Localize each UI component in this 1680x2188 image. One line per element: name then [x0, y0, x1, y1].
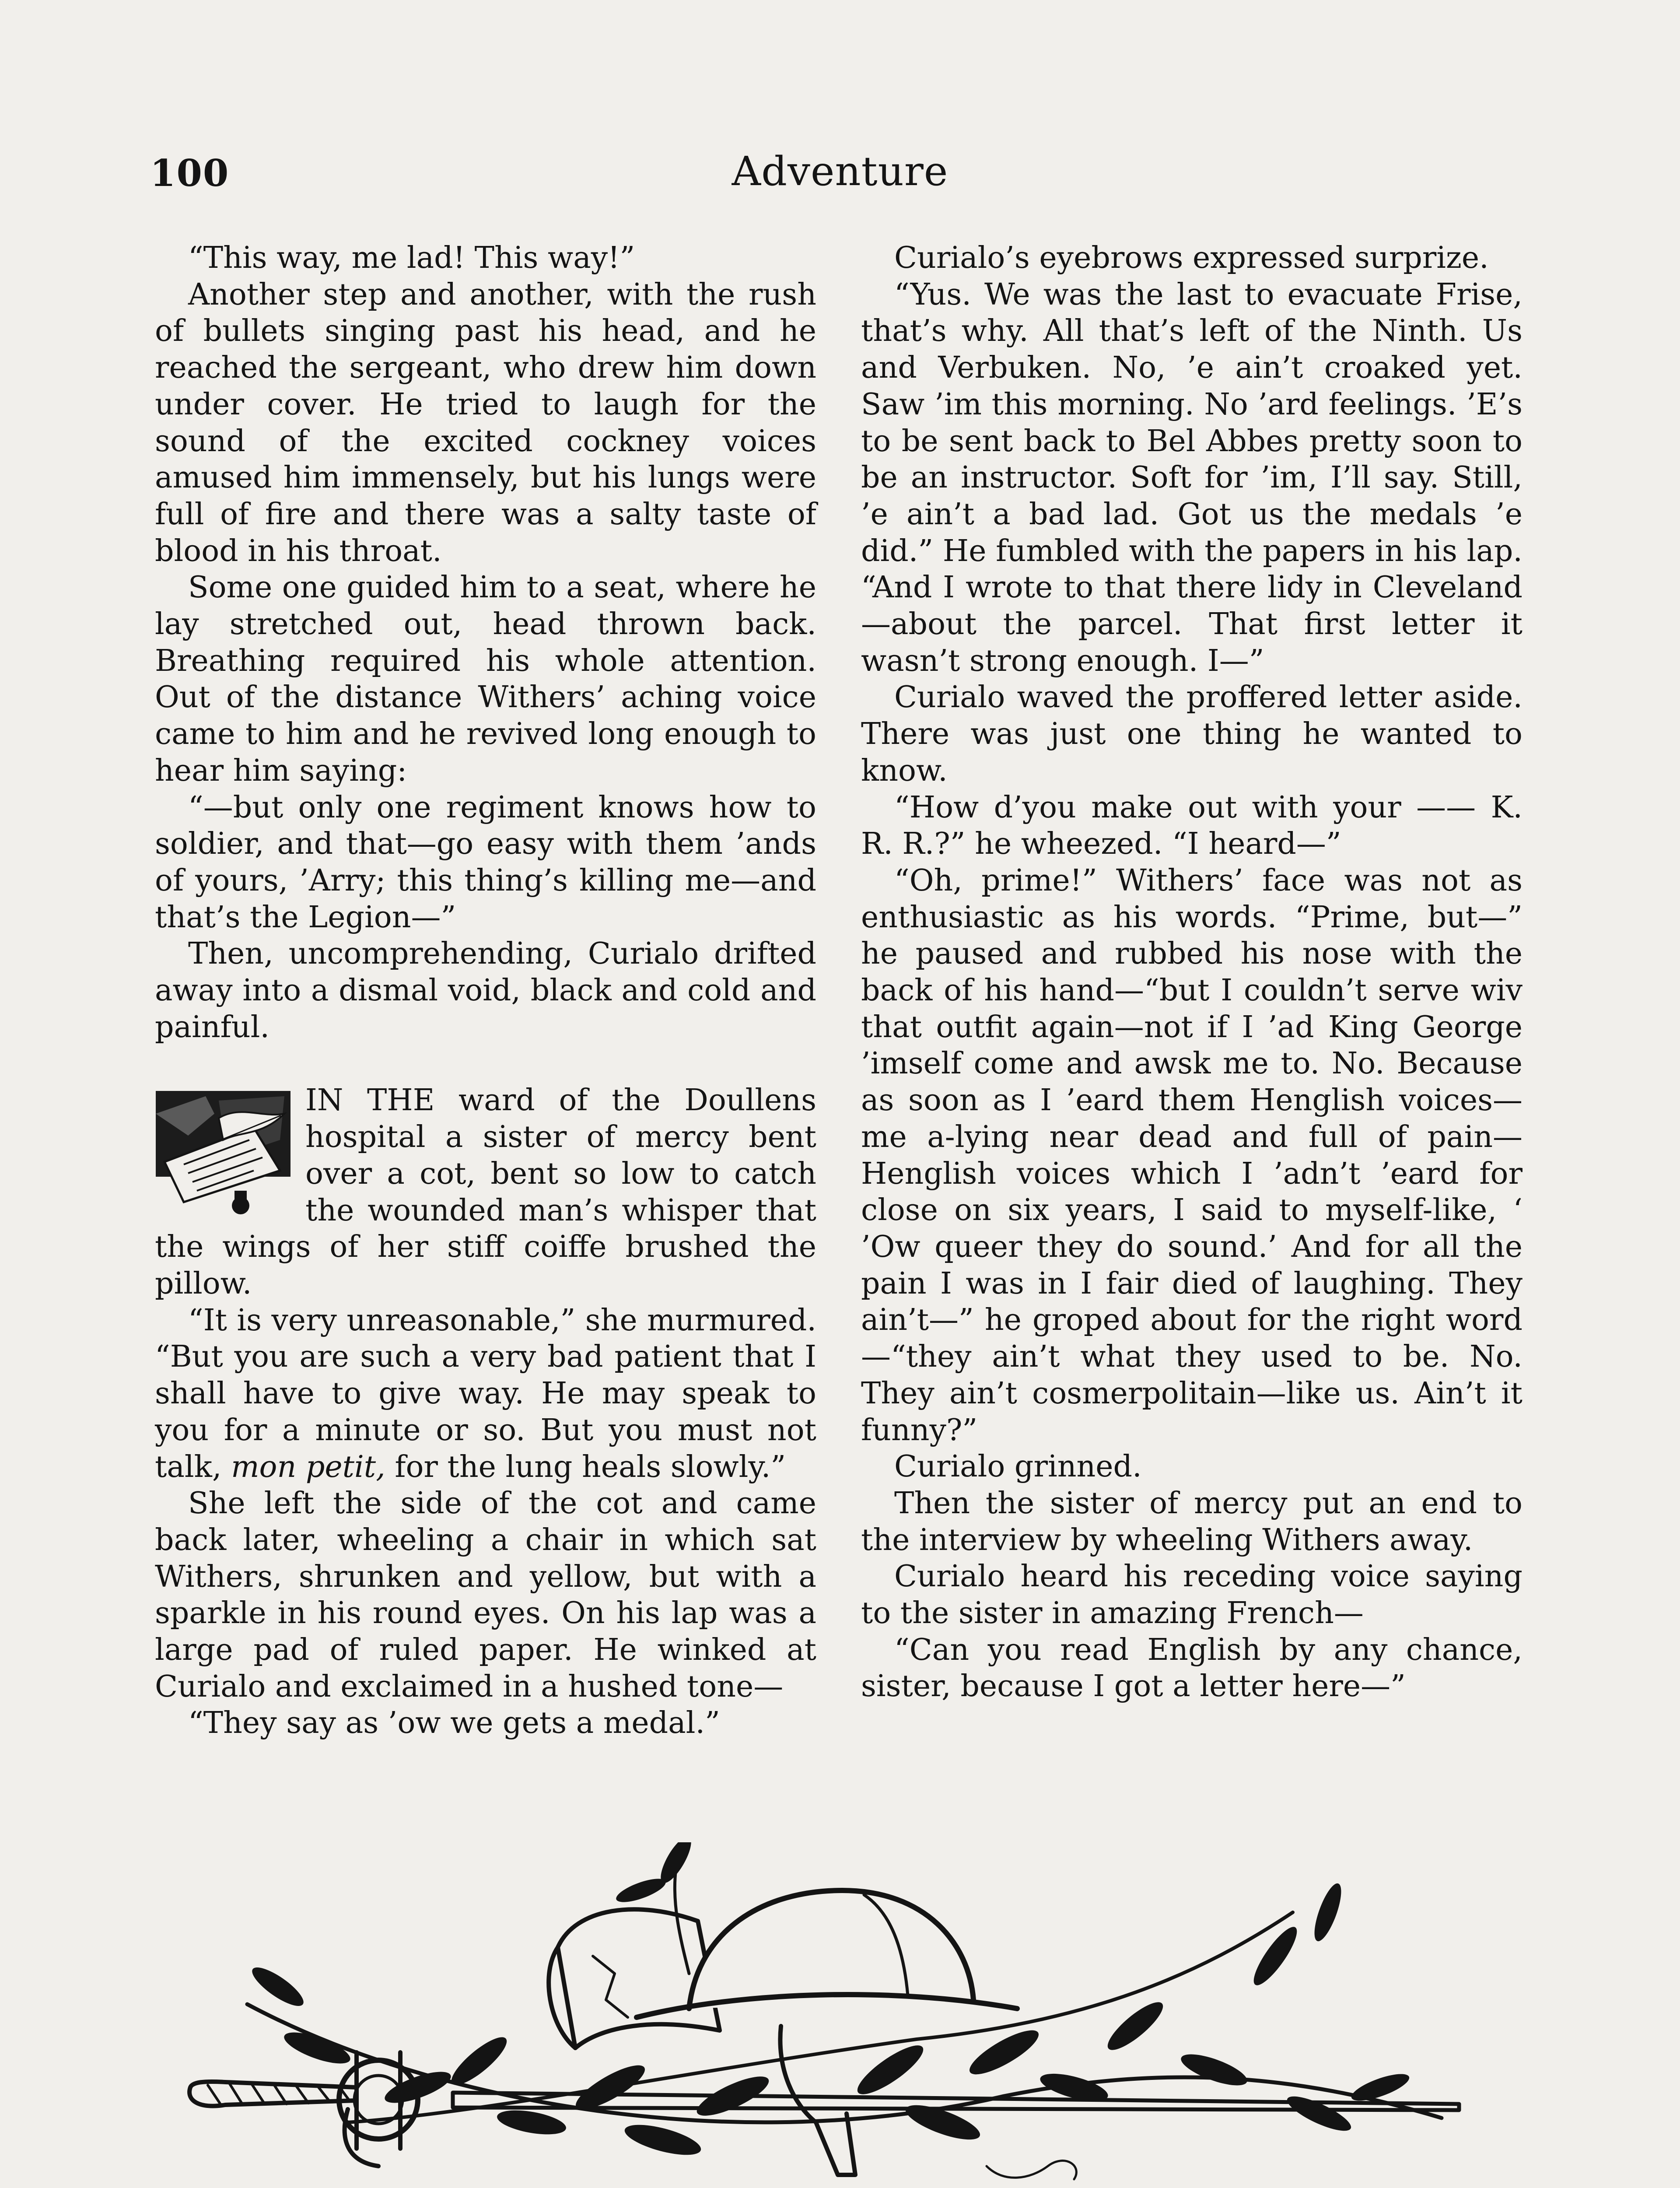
- paragraph: “Oh, prime!” Withers’ face was not as enthusiastic as his words. “Prime, but—” he paused and rubbed his nose with the back of his hand—“but I couldn’t serve wiv that outfit again—not if I ’ad King George ’imself come and awsk me to. No. Because as soon as I ’eard them Henglish voices—me a-lying near dead and full of pain—Henglish voices which I ’adn’t ’eard for close on six years, I said to myself-like, ‘ ’Ow queer they do sound.’ And for all the pain I was in I fair died of laughing. They ain’t—” he groped about for the right word—“they ain’t what they used to be. No. They ain’t cosmerpolitain—like us. Ain’t it funny?”: [861, 863, 1522, 1448]
- paragraph: “This way, me lad! This way!”: [188, 241, 635, 275]
- italic-phrase: mon petit,: [231, 1449, 385, 1484]
- left-column: [155, 240, 816, 1742]
- paragraph: Curialo’s eyebrows expressed surprize.: [894, 241, 1489, 275]
- paragraph: “They say as ’ow we gets a medal.”: [188, 1706, 720, 1741]
- paragraph: Curialo heard his receding voice saying to the sister in amazing French—: [861, 1559, 1522, 1631]
- paragraph: “Can you read English by any chance, sister, because I got a letter here—”: [861, 1632, 1522, 1704]
- paragraph: Some one guided him to a seat, where he lay stretched out, head thrown back. Breathing required his whole attention. Out of the distance Withers’ aching voice came to him and he revived long enough to hear him saying:: [155, 570, 816, 788]
- letter-quill-vignette-icon: [153, 1087, 294, 1219]
- paragraph: “Yus. We was the last to evacuate Frise, that’s why. All that’s left of the Ninth. Us and Verbuken. No, ’e ain’t croaked yet. Saw ’im this morning. No ’ard feelings. ’E’s to be sent back to Bel Abbes pretty soon to be an instructor. Soft for ’im, I’ll say. Still, ’e ain’t a bad lad. Got us the medals ’e did.” He fumbled with the papers in his lap. “And I wrote to that there lidy in Cleveland—about the parcel. That first letter it wasn’t strong enough. I—”: [861, 277, 1522, 678]
- sword-helmet-laurel-tailpiece-icon: [173, 1842, 1533, 2188]
- section-break: [155, 1045, 816, 1082]
- paragraph: “How d’you make out with your —— K. R. R.?” he wheezed. “I heard—”: [861, 790, 1522, 862]
- paragraph: [155, 1302, 816, 1486]
- paragraph: Another step and another, with the rush of bullets singing past his head, and he reached the sergeant, who drew him down under cover. He tried to laugh for the sound of the excited cockney voices amused him immensely, but his lungs were full of fire and there was a salty taste of blood in his throat.: [155, 277, 816, 568]
- running-title: Adventure: [732, 148, 948, 195]
- paragraph: Then the sister of mercy put an end to the interview by wheeling Withers away.: [861, 1486, 1522, 1557]
- paragraph-text: “It is very unreasonable,” she murmured. “But you are such a very bad patient that I shall have to give way. He may speak to you for a minute or so. But you must not talk,: [155, 1303, 816, 1484]
- paragraph: Then, uncomprehending, Curialo drifted away into a dismal void, black and cold and painful.: [155, 936, 816, 1045]
- paragraph: She left the side of the cot and came back later, wheeling a chair in which sat Withers, shrunken and yellow, but with a sparkle in his round eyes. On his lap was a large pad of ruled paper. He winked at Curialo and exclaimed in a hushed tone—: [155, 1486, 816, 1704]
- paragraph: Curialo grinned.: [894, 1449, 1142, 1484]
- page-number: 100: [150, 151, 230, 195]
- section-opening-paragraph: IN THE ward of the Doullens hospital a sister of mercy bent over a cot, bent so low to catch the wounded man’s whisper that the wings of her stiff coiffe brushed the pillow.: [155, 1083, 816, 1301]
- paragraph: “—but only one regiment knows how to soldier, and that—go easy with them ’ands of yours, ’Arry; this thing’s killing me—and that’s the Legion—”: [155, 790, 816, 935]
- paragraph-text: for the lung heals slowly.”: [395, 1449, 786, 1484]
- right-column: [861, 240, 1522, 1705]
- paragraph: Curialo waved the proffered letter aside. There was just one thing he wanted to know.: [861, 680, 1522, 788]
